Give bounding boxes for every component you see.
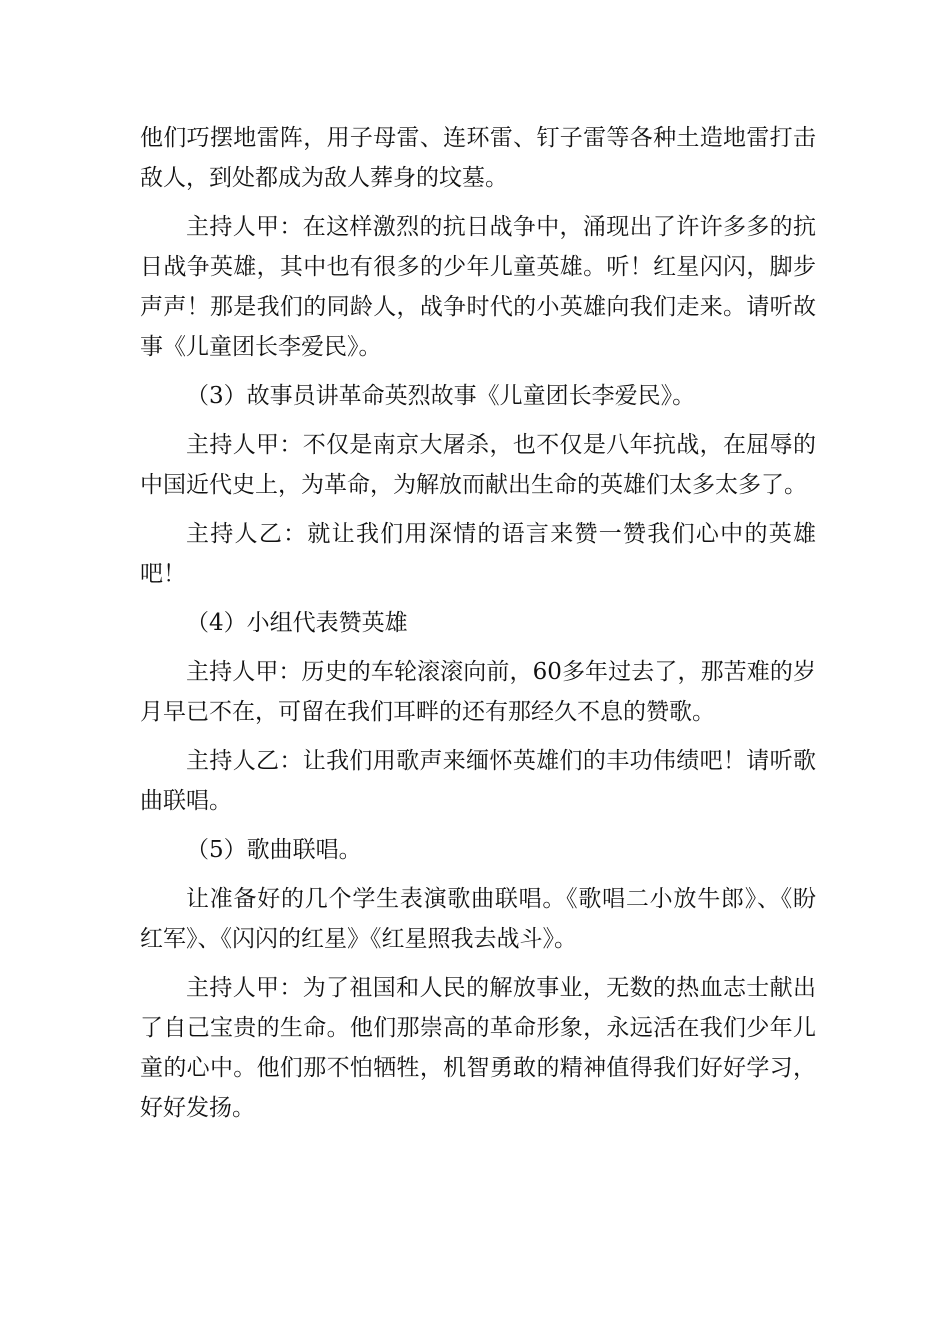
paragraph-landmine-tactics: 他们巧摆地雷阵，用子母雷、连环雷、钉子雷等各种土造地雷打击敌人，到处都成为敌人葬身的坟墓。 [140,125,816,191]
paragraph-host-b-songs: 主持人乙：让我们用歌声来缅怀英雄们的丰功伟绩吧！请听歌曲联唱。 [140,748,816,814]
document-body [140,118,816,1137]
paragraph-host-b-praise: 主持人乙：就让我们用深情的语言来赞一赞我们心中的英雄吧！ [140,521,816,587]
program-item-5-song-medley: （5）歌曲联唱。 [186,837,362,863]
paragraph-host-a-child-heroes: 主持人甲：在这样激烈的抗日战争中，涌现出了许许多多的抗日战争英雄，其中也有很多的少年儿童英雄。听！红星闪闪，脚步声声！那是我们的同龄人，战争时代的小英雄向我们走来。请听故事《儿童团长李爱民》。 [140,214,816,360]
paragraph-song-list: 让准备好的几个学生表演歌曲联唱。《歌唱二小放牛郎》、《盼红军》、《闪闪的红星》《红星照我去战斗》。 [140,886,816,952]
paragraph-host-a-wheel-of-history: 主持人甲：历史的车轮滚滚向前，60多年过去了，那苦难的岁月早已不在，可留在我们耳畔的还有那经久不息的赞歌。 [140,659,816,725]
paragraph-host-a-closing: 主持人甲：为了祖国和人民的解放事业，无数的热血志士献出了自己宝贵的生命。他们那崇高的革命形象，永远活在我们少年儿童的心中。他们那不怕牺牲，机智勇敢的精神值得我们好好学习，好好发扬。 [140,975,816,1121]
program-item-4-praise-heroes: （4）小组代表赞英雄 [186,610,408,636]
program-item-3-story: （3）故事员讲革命英烈故事《儿童团长李爱民》。 [186,383,696,409]
paragraph-host-a-modern-history: 主持人甲：不仅是南京大屠杀，也不仅是八年抗战，在屈辱的中国近代史上，为革命，为解放而献出生命的英雄们太多太多了。 [140,432,816,498]
